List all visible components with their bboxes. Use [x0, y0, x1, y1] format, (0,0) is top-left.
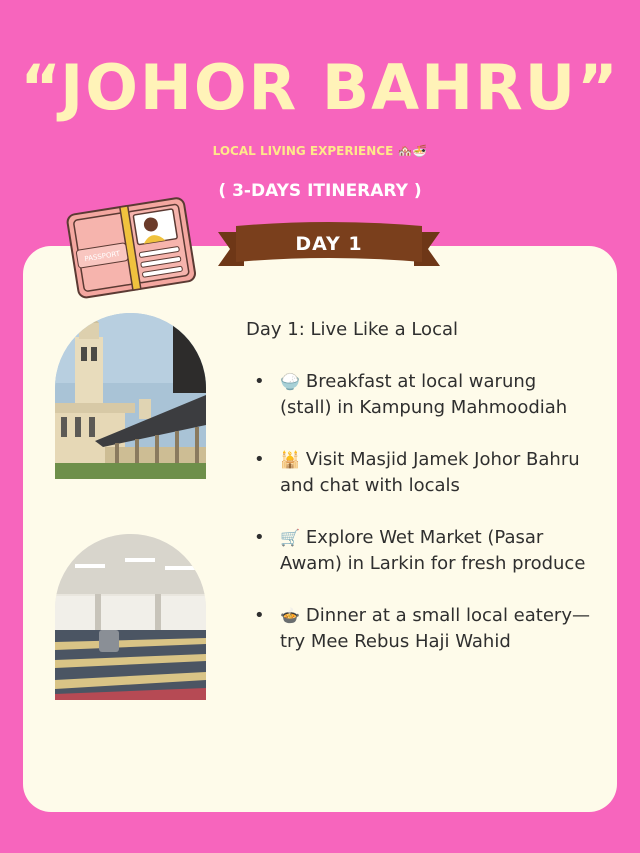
list-item [252, 525, 592, 577]
list-item-text: Dinner at a small local eatery—try Mee Rebus Haji Wahid [280, 605, 590, 652]
list-item-text: Breakfast at local warung (stall) in Kampung Mahmoodiah [280, 371, 568, 418]
mosque-exterior-photo [55, 313, 206, 479]
subtitle: LOCAL LIVING EXPERIENCE 🏘️🍜 [212, 144, 428, 158]
stew-bowl-icon: 🍲 [280, 606, 300, 625]
list-item [252, 369, 592, 421]
mosque-icon: 🕌 [280, 450, 300, 469]
itinerary-label: ( 3-DAYS ITINERARY ) [218, 181, 422, 201]
list-item [252, 603, 592, 655]
passport-icon [62, 190, 198, 302]
shopping-cart-icon: 🛒 [280, 528, 300, 547]
list-item [252, 447, 592, 499]
rice-bowl-icon: 🍚 [280, 372, 300, 391]
list-item-text: Explore Wet Market (Pasar Awam) in Larkin for fresh produce [280, 527, 586, 574]
page-title: “JOHOR BAHRU” [20, 51, 620, 124]
svg-text:PASSPORT: PASSPORT [83, 249, 121, 264]
activity-list [252, 369, 592, 681]
prayer-hall-photo [55, 534, 206, 700]
day-heading: Day 1: Live Like a Local [246, 319, 458, 340]
day-label: DAY 1 [295, 233, 363, 255]
list-item-text: Visit Masjid Jamek Johor Bahru and chat with locals [280, 449, 580, 496]
